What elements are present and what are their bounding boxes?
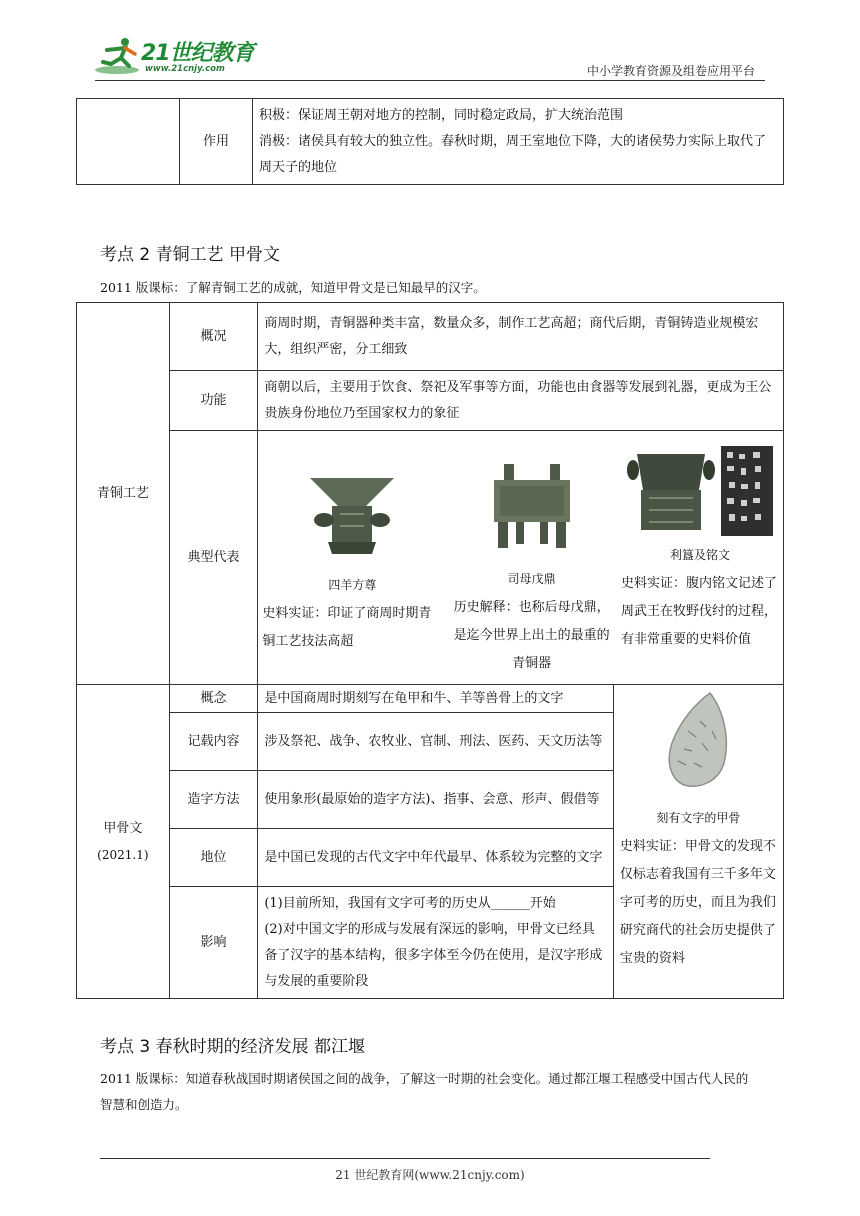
positive-text: 保证周王朝对地方的控制，同时稳定政局，扩大统治范围	[298, 107, 624, 123]
oracle-exam-year: (2021.1)	[97, 847, 149, 862]
oracle-group-title: 甲骨文	[103, 820, 143, 836]
row-label-effect: 作用	[180, 99, 253, 185]
caption-li-gui: 利簋及铭文	[669, 547, 730, 562]
artifact-four-goat-square-zun	[262, 438, 442, 656]
runner-logo-icon	[95, 34, 141, 76]
section-3-standard: 2011 版课标：知道春秋战国时期诸侯国之间的战争，了解这一时期的社会变化。通过都江堰工程感受中国古代人民的智慧和创造力。	[100, 1071, 749, 1112]
four-goat-zun-image	[304, 474, 400, 556]
oracle-bone-image	[658, 691, 738, 791]
empty-cell	[77, 99, 180, 185]
note-four-goat-zun: 史料实证：印证了商周时期青铜工艺技法高超	[262, 605, 432, 649]
platform-name: 中小学教育资源及组卷应用平台	[586, 64, 755, 78]
footer-text[interactable]: 21 世纪教育网(www.21cnjy.com)	[335, 1168, 525, 1182]
negative-label: 消极：	[259, 133, 299, 149]
system-effect-table	[76, 98, 784, 185]
influence-text	[258, 887, 614, 999]
artifact-simuwu-ding	[452, 438, 612, 678]
section-2-title: 考点 2 青铜工艺 甲骨文	[100, 245, 281, 265]
row-label-records: 记载内容	[169, 713, 258, 771]
row-label-methods: 造字方法	[169, 771, 258, 829]
records-text: 涉及祭祀、战争、农牧业、官制、刑法、医药、天文历法等	[258, 713, 614, 771]
note-oracle-bone: 史料实证：甲骨文的发现不仅标志着我国有三千多年文字可考的历史，而且为我们研究商代的社会历史提供了宝贵的资料	[619, 839, 776, 966]
li-gui-image	[627, 446, 715, 536]
bronze-oracle-table	[76, 302, 784, 999]
inscription-rubbing-image	[721, 446, 773, 536]
row-label-overview: 概况	[169, 303, 258, 371]
logo-text: 21世纪教育	[141, 41, 254, 66]
methods-text: 使用象形(最原始的造字方法)、指事、会意、形声、假借等	[258, 771, 614, 829]
note-li-gui: 史料实证：腹内铭文记述了周武王在牧野伐纣的过程，有非常重要的史料价值	[620, 575, 777, 647]
negative-text: 诸侯具有较大的独立性。春秋时期，周王室地位下降，大的诸侯势力实际上取代了周天子的地位	[259, 133, 767, 175]
effect-content	[253, 99, 784, 185]
caption-four-goat-zun: 四羊方尊	[328, 577, 377, 592]
page-header	[95, 30, 765, 80]
row-label-representative: 典型代表	[169, 431, 258, 685]
header-divider	[95, 80, 765, 81]
section-3-title: 考点 3 春秋时期的经济发展 都江堰	[100, 1037, 366, 1057]
influence-point-2: (2)对中国文字的形成与发展有深远的影响，甲骨文已经具备了汉字的基本结构，很多字体至今仍在使用，是汉字形成与发展的重要阶段	[264, 921, 603, 989]
caption-oracle-bone: 刻有文字的甲骨	[656, 811, 741, 825]
artifact-li-gui	[621, 438, 779, 654]
site-logo[interactable]	[95, 34, 265, 76]
influence-point-1: (1)目前所知，我国有文字可考的历史从______开始	[264, 895, 556, 911]
simuwu-ding-image	[486, 464, 578, 550]
row-label-concept: 概念	[169, 685, 258, 713]
logo-url: www.21cnjy.com	[145, 64, 225, 74]
concept-text: 是中国商周时期刻写在龟甲和牛、羊等兽骨上的文字	[258, 685, 614, 713]
footer-divider	[100, 1158, 710, 1159]
bronze-group-label: 青铜工艺	[77, 303, 170, 685]
status-text: 是中国已发现的古代文字中年代最早、体系较为完整的文字	[258, 829, 614, 887]
positive-label: 积极：	[259, 107, 299, 123]
row-label-status: 地位	[169, 829, 258, 887]
representative-cell	[258, 431, 784, 685]
caption-simuwu-ding: 司母戊鼎	[507, 571, 556, 586]
oracle-group-label	[77, 685, 170, 999]
section-2-standard: 2011 版课标：了解青铜工艺的成就，知道甲骨文是已知最早的汉字。	[100, 280, 486, 295]
row-label-influence: 影响	[169, 887, 258, 999]
overview-text: 商周时期，青铜器种类丰富，数量众多，制作工艺高超；商代后期，青铜铸造业规模宏大，组织严密，分工细致	[258, 303, 784, 371]
function-text: 商朝以后，主要用于饮食、祭祀及军事等方面，功能也由食器等发展到礼器，更成为王公贵族身份地位乃至国家权力的象征	[258, 371, 784, 431]
note-simuwu-ding: 历史解释：也称后母戊鼎，是迄今世界上出土的最重的青铜器	[453, 599, 610, 671]
oracle-bone-cell	[613, 685, 783, 999]
row-label-function: 功能	[169, 371, 258, 431]
